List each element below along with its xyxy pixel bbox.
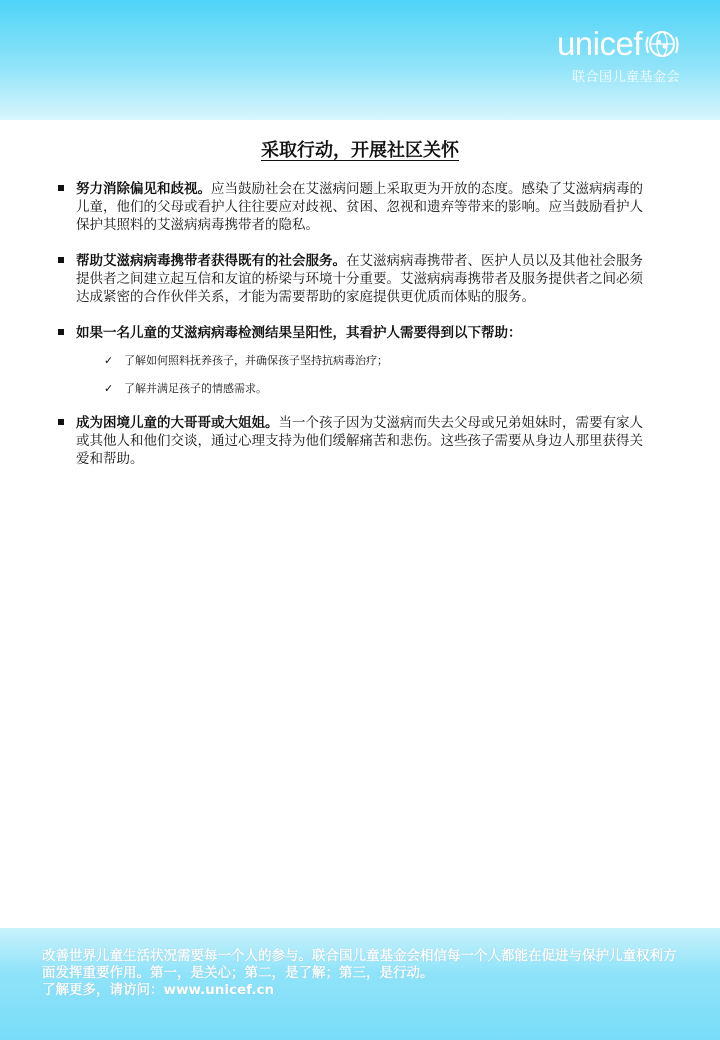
footer-banner (0, 928, 720, 1040)
checklist-text: 了解如何照料抚养孩子，并确保孩子坚持抗病毒治疗； (124, 354, 388, 367)
footer-message: 改善世界儿童生活状况需要每一个人的参与。联合国儿童基金会相信每一个人都能在促进与保护儿童权利方面发挥重要作用。第一，是关心；第二，是了解；第三，是行动。 (42, 948, 677, 981)
square-bullet-icon (58, 419, 64, 425)
logo-wordmark: unicef (556, 25, 642, 62)
square-bullet-icon (58, 257, 64, 263)
checklist-text: 了解并满足孩子的情感需求。 (124, 382, 267, 395)
unicef-logo (557, 26, 680, 85)
action-list (56, 180, 656, 486)
checklist-item (104, 354, 656, 368)
item-lead: 努力消除偏见和歧视。 (76, 181, 211, 197)
item-text: 应当鼓励社会在艾滋病问题上采取更为开放的态度。感染了艾滋病病毒的儿童，他们的父母或看护人往往要应对歧视、贫困、忽视和遗弃等带来的影响。应当鼓励看护人保护其照料的艾滋病病毒携带者的隐私。 (76, 181, 643, 233)
header-banner (0, 0, 720, 120)
page-title: 采取行动，开展社区关怀 (261, 140, 459, 161)
checklist (76, 354, 656, 396)
square-bullet-icon (58, 185, 64, 191)
list-item (56, 252, 656, 306)
list-item (56, 414, 656, 468)
item-lead: 帮助艾滋病病毒携带者获得既有的社会服务。 (76, 253, 346, 269)
logo-subtitle: 联合国儿童基金会 (571, 70, 680, 85)
unicef-globe-icon (644, 27, 680, 61)
footer-text (42, 948, 682, 999)
footer-link[interactable]: 了解更多，请访问：www.unicef.cn (42, 982, 275, 998)
item-text: 在艾滋病病毒携带者、医护人员以及其他社会服务提供者之间建立起互信和友谊的桥梁与环境十分重要。艾滋病病毒携带者及服务提供者之间必须达成紧密的合作伙伴关系，才能为需要帮助的家庭提供更优质而体贴的服务。 (76, 253, 643, 305)
checklist-item (104, 382, 656, 396)
list-item (56, 324, 656, 396)
item-lead: 成为困境儿童的大哥哥或大姐姐。 (76, 415, 279, 431)
list-item (56, 180, 656, 234)
checkmark-icon: ✓ (104, 382, 114, 395)
item-text: 当一个孩子因为艾滋病而失去父母或兄弟姐妹时，需要有家人或其他人和他们交谈，通过心理支持为他们缓解痛苦和悲伤。这些孩子需要从身边人那里获得关爱和帮助。 (76, 415, 643, 467)
square-bullet-icon (58, 329, 64, 335)
checkmark-icon: ✓ (104, 354, 114, 367)
item-lead: 如果一名儿童的艾滋病病毒检测结果呈阳性，其看护人需要得到以下帮助： (76, 325, 522, 341)
